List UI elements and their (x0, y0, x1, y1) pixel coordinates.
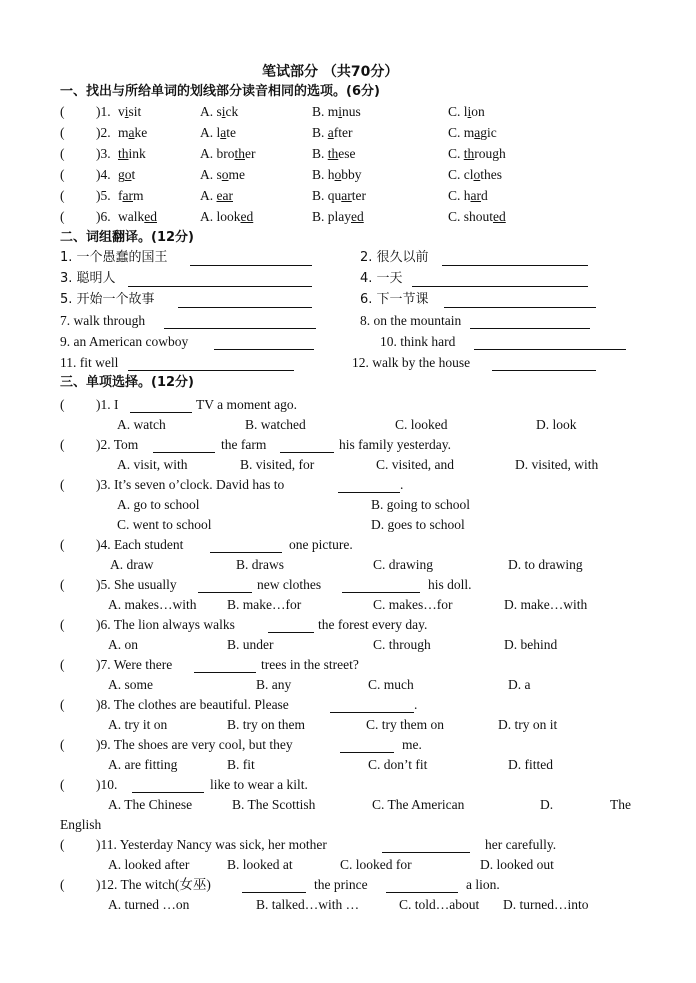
underlined-segment: a (327, 125, 334, 140)
q2-rest: his family yesterday. (339, 437, 451, 452)
q10-option-d-text[interactable]: The (610, 797, 631, 812)
answer-paren[interactable]: ( (60, 577, 65, 592)
q8-prefix: )8. The clothes are beautiful. Please (96, 697, 289, 712)
q12-option-b[interactable]: B. talked…with … (256, 897, 360, 912)
underlined-segment: ear (216, 188, 233, 203)
answer-paren[interactable]: ( (60, 167, 65, 182)
q1-options (0, 415, 696, 435)
word-part: C. h (448, 188, 471, 203)
q9-option-b[interactable]: B. fit (227, 757, 255, 772)
q1-option-c[interactable]: C. looked (395, 417, 448, 432)
q9-options (0, 755, 696, 775)
item-number: )2. (96, 125, 111, 140)
option-a[interactable] (200, 144, 256, 164)
q6-rest: the forest every day. (318, 617, 428, 632)
word-part: ter (351, 188, 367, 203)
option-b[interactable] (312, 207, 364, 227)
q8-blank[interactable] (330, 698, 414, 713)
q4-option-d[interactable]: D. to drawing (508, 557, 583, 572)
part2-item-row (0, 248, 696, 268)
q2-option-c[interactable]: C. visited, and (376, 457, 454, 472)
q7-prefix: )7. Were there (96, 657, 173, 672)
word-part: m (133, 188, 144, 203)
option-b[interactable] (312, 102, 361, 122)
q9-blank[interactable] (340, 738, 394, 753)
word-part: nus (342, 104, 361, 119)
answer-paren[interactable]: ( (60, 837, 65, 852)
answer-blank[interactable] (442, 251, 588, 266)
answer-paren[interactable]: ( (60, 146, 65, 161)
answer-blank[interactable] (128, 272, 312, 287)
q5-option-d[interactable]: D. make…with (504, 597, 588, 612)
phrase-right: 10. think hard (380, 334, 456, 349)
option-c[interactable] (448, 186, 488, 206)
word-part: A. bro (200, 146, 235, 161)
q8-options (0, 715, 696, 735)
option-a[interactable] (200, 186, 233, 206)
given-word (118, 102, 141, 122)
underlined-segment: ed (493, 209, 506, 224)
given-word (118, 186, 144, 206)
word-part: me (228, 167, 246, 182)
part1-item-row (0, 186, 696, 206)
given-word (118, 123, 147, 143)
q7-blank[interactable] (194, 658, 256, 673)
answer-paren[interactable]: ( (60, 125, 65, 140)
word-part: d (481, 188, 488, 203)
q8-stem (0, 695, 696, 715)
part3-heading: 三、单项选择。(12分) (60, 375, 194, 390)
option-c[interactable] (448, 144, 506, 164)
q6-blank[interactable] (268, 618, 314, 633)
answer-paren[interactable]: ( (60, 617, 65, 632)
q1-option-a[interactable]: A. watch (117, 417, 166, 432)
word-part: A. s (200, 167, 222, 182)
part1-heading: 一、找出与所给单词的划线部分读音相同的选项。(6分) (60, 84, 380, 99)
word-part: ck (225, 104, 239, 119)
given-word (118, 144, 146, 164)
word-part: thes (480, 167, 502, 182)
q9-option-c[interactable]: C. don’t fit (368, 757, 428, 772)
part2-item-row (0, 269, 696, 289)
q9-option-a[interactable]: A. are fitting (108, 757, 178, 772)
part3-heading-row (0, 373, 696, 393)
underlined-segment: o (334, 167, 342, 182)
q1-stem (0, 395, 696, 415)
answer-paren[interactable]: ( (60, 104, 65, 119)
q6-option-a[interactable]: A. on (108, 637, 138, 652)
q10-options (0, 795, 696, 815)
answer-paren[interactable]: ( (60, 657, 65, 672)
word-part: ink (128, 146, 146, 161)
word-part: bby (341, 167, 362, 182)
option-c[interactable] (448, 102, 485, 122)
option-b[interactable] (312, 186, 366, 206)
q2-prefix: )2. Tom (96, 437, 139, 452)
answer-blank[interactable] (412, 272, 588, 287)
word-part: C. cl (448, 167, 474, 182)
q3-option-c[interactable]: C. went to school (117, 517, 212, 532)
q10-prefix: )10. (96, 777, 118, 792)
answer-paren[interactable]: ( (60, 397, 65, 412)
answer-paren[interactable]: ( (60, 777, 65, 792)
word-part: er (245, 146, 256, 161)
q7-option-d[interactable]: D. a (508, 677, 531, 692)
word-part: fter (333, 125, 353, 140)
q2-options (0, 455, 696, 475)
q10-option-a[interactable]: A. The Chinese (108, 797, 193, 812)
q7-rest: trees in the street? (261, 657, 359, 672)
item-number: )6. (96, 209, 111, 224)
word-part: B. m (312, 104, 339, 119)
answer-paren[interactable]: ( (60, 477, 65, 492)
q10-stem (0, 775, 696, 795)
q4-stem (0, 535, 696, 555)
q4-prefix: )4. Each student (96, 537, 184, 552)
option-a[interactable] (200, 102, 238, 122)
answer-paren[interactable]: ( (60, 188, 65, 203)
word-part: A. look (200, 209, 241, 224)
underlined-segment: o (473, 167, 481, 182)
part2-item-row (0, 311, 696, 331)
phrase-left: 11. fit well (60, 355, 119, 370)
q2-stem (0, 435, 696, 455)
phrase-left: 1. 一个愚蠢的国王 (60, 250, 168, 265)
word-part: B. play (312, 209, 351, 224)
word-part: C. l (448, 104, 468, 119)
q10-option-d[interactable]: D. (540, 797, 554, 812)
underlined-segment: a (128, 125, 135, 140)
q7-option-b[interactable]: B. any (256, 677, 292, 692)
underlined-segment: th (327, 146, 339, 161)
part2-item-row (0, 353, 696, 373)
q5-rest: his doll. (428, 577, 472, 592)
page-title: 笔试部分 （共70分） (262, 64, 399, 80)
q7-stem (0, 655, 696, 675)
q3-blank[interactable] (338, 478, 400, 493)
q12-blank-1[interactable] (242, 878, 306, 893)
option-b[interactable] (312, 123, 353, 143)
word-part: t (131, 167, 136, 182)
underlined-segment: a (220, 125, 227, 140)
q5-prefix: )5. She usually (96, 577, 177, 592)
q5-option-b[interactable]: B. make…for (227, 597, 302, 612)
part1-heading-row (0, 82, 696, 102)
q1-prefix: )1. I (96, 397, 119, 412)
word-part: B. qu (312, 188, 342, 203)
q12-option-a[interactable]: A. turned …on (108, 897, 190, 912)
q6-option-c[interactable]: C. through (373, 637, 431, 652)
underlined-segment: ed (240, 209, 254, 224)
word-part: ese (338, 146, 356, 161)
q5-option-c[interactable]: C. makes…for (373, 597, 453, 612)
q5-options (0, 595, 696, 615)
q10-option-d-wrap[interactable]: English (60, 817, 102, 832)
word-part: A. (200, 188, 217, 203)
underlined-segment: ar (341, 188, 352, 203)
q11-rest: her carefully. (485, 837, 557, 852)
phrase-right: 6. 下一节课 (360, 292, 429, 307)
word-part: C. m (448, 125, 475, 140)
word-part: rough (474, 146, 506, 161)
q10-option-c[interactable]: C. The American (372, 797, 465, 812)
q10-blank[interactable] (132, 778, 204, 793)
option-c[interactable] (448, 165, 502, 185)
q2-blank-1[interactable] (153, 438, 215, 453)
q12-prefix: )12. The witch(女巫) (96, 877, 211, 892)
underlined-segment: ed (144, 209, 157, 224)
q2-option-d[interactable]: D. visited, with (515, 457, 599, 472)
part1-item-row (0, 102, 696, 122)
phrase-right: 12. walk by the house (352, 355, 471, 370)
q3-option-d[interactable]: D. goes to school (371, 517, 465, 532)
q11-stem (0, 835, 696, 855)
item-number: )5. (96, 188, 111, 203)
q7-options (0, 675, 696, 695)
q4-blank[interactable] (210, 538, 282, 553)
q1-option-d[interactable]: D. look (536, 417, 577, 432)
answer-paren[interactable]: ( (60, 437, 65, 452)
q5-mid: new clothes (257, 577, 322, 592)
word-part: te (226, 125, 236, 140)
part2-heading: 二、词组翻译。(12分) (60, 230, 194, 245)
word-part: g (118, 167, 125, 182)
q6-option-b[interactable]: B. under (227, 637, 274, 652)
part1-item-row (0, 165, 696, 185)
phrase-left: 9. an American cowboy (60, 334, 189, 349)
word-part: sit (128, 104, 142, 119)
q11-options (0, 855, 696, 875)
q4-option-b[interactable]: B. draws (236, 557, 284, 572)
underlined-segment: ar (470, 188, 482, 203)
q11-option-c[interactable]: C. looked for (340, 857, 412, 872)
q6-prefix: )6. The lion always walks (96, 617, 235, 632)
part2-item-row (0, 332, 696, 352)
word-part: gic (480, 125, 497, 140)
q6-option-d[interactable]: D. behind (504, 637, 558, 652)
q12-blank-2[interactable] (386, 878, 458, 893)
given-word (118, 165, 135, 185)
word-part: f (118, 188, 123, 203)
q4-options (0, 555, 696, 575)
q5-blank-2[interactable] (342, 578, 420, 593)
underlined-segment: i (124, 104, 129, 119)
q5-blank-1[interactable] (198, 578, 252, 593)
q8-option-c[interactable]: C. try them on (366, 717, 444, 732)
part2-heading-row (0, 228, 696, 248)
answer-blank[interactable] (178, 293, 312, 308)
part1-item-row (0, 207, 696, 227)
word-part: B. (312, 125, 328, 140)
answer-blank[interactable] (474, 335, 626, 350)
q12-rest: a lion. (466, 877, 500, 892)
q2-mid: the farm (221, 437, 267, 452)
q8-option-b[interactable]: B. try on them (227, 717, 305, 732)
q10-rest: like to wear a kilt. (210, 777, 308, 792)
option-a[interactable] (200, 123, 236, 143)
q10-option-b[interactable]: B. The Scottish (232, 797, 316, 812)
phrase-right: 4. 一天 (360, 271, 403, 286)
q12-option-d[interactable]: D. turned…into (503, 897, 589, 912)
answer-blank[interactable] (164, 314, 316, 329)
q8-option-a[interactable]: A. try it on (108, 717, 168, 732)
option-a[interactable] (200, 207, 253, 227)
word-part: A. l (200, 125, 221, 140)
q1-rest: TV a moment ago. (196, 397, 297, 412)
q10-wrap (0, 815, 696, 835)
answer-paren[interactable]: ( (60, 737, 65, 752)
q7-option-c[interactable]: C. much (368, 677, 414, 692)
option-a[interactable] (200, 165, 245, 185)
answer-blank[interactable] (492, 356, 596, 371)
q11-option-a[interactable]: A. looked after (108, 857, 190, 872)
word-part: on (471, 104, 485, 119)
given-word (118, 207, 157, 227)
q7-option-a[interactable]: A. some (108, 677, 153, 692)
phrase-right: 2. 很久以前 (360, 250, 429, 265)
exam-title (0, 62, 696, 82)
q8-end: . (414, 697, 418, 712)
q12-stem (0, 875, 696, 895)
underlined-segment: o (221, 167, 229, 182)
q12-options (0, 895, 696, 915)
underlined-segment: ed (351, 209, 364, 224)
underlined-segment: i (338, 104, 343, 119)
q4-option-c[interactable]: C. drawing (373, 557, 433, 572)
word-part: A. s (200, 104, 222, 119)
underlined-segment: th (463, 146, 475, 161)
q12-mid: the prince (314, 877, 368, 892)
item-number: )3. (96, 146, 111, 161)
q4-option-a[interactable]: A. draw (110, 557, 154, 572)
q9-stem (0, 735, 696, 755)
q11-blank[interactable] (382, 838, 470, 853)
q6-options (0, 635, 696, 655)
q11-option-b[interactable]: B. looked at (227, 857, 293, 872)
part2-item-row (0, 290, 696, 310)
q1-blank[interactable] (130, 398, 192, 413)
q2-blank-2[interactable] (280, 438, 334, 453)
q5-stem (0, 575, 696, 595)
q3-prefix: )3. It’s seven o’clock. David has to (96, 477, 285, 492)
underlined-segment: o (124, 167, 132, 182)
q12-option-c[interactable]: C. told…about (399, 897, 480, 912)
answer-paren[interactable]: ( (60, 537, 65, 552)
option-b[interactable] (312, 165, 362, 185)
q1-option-b[interactable]: B. watched (245, 417, 306, 432)
option-c[interactable] (448, 207, 506, 227)
underlined-segment: i (221, 104, 226, 119)
underlined-segment: th (118, 146, 129, 161)
q2-option-a[interactable]: A. visit, with (117, 457, 188, 472)
part1-item-row (0, 123, 696, 143)
q2-option-b[interactable]: B. visited, for (240, 457, 315, 472)
word-part: m (118, 125, 129, 140)
answer-paren[interactable]: ( (60, 697, 65, 712)
answer-blank[interactable] (470, 314, 590, 329)
word-part: ke (134, 125, 148, 140)
answer-blank[interactable] (190, 251, 312, 266)
answer-paren[interactable]: ( (60, 209, 65, 224)
phrase-left: 7. walk through (60, 313, 146, 328)
answer-blank[interactable] (128, 356, 294, 371)
q11-prefix: )11. Yesterday Nancy was sick, her mother (96, 837, 327, 852)
answer-paren[interactable]: ( (60, 877, 65, 892)
word-part: C. (448, 146, 464, 161)
item-number: )4. (96, 167, 111, 182)
q4-rest: one picture. (289, 537, 353, 552)
q3-option-a[interactable]: A. go to school (117, 497, 200, 512)
q9-option-d[interactable]: D. fitted (508, 757, 553, 772)
option-b[interactable] (312, 144, 356, 164)
phrase-left: 5. 开始一个故事 (60, 292, 155, 307)
q3-end: . (400, 477, 404, 492)
answer-blank[interactable] (444, 293, 596, 308)
underlined-segment: ar (122, 188, 133, 203)
word-part: walk (118, 209, 145, 224)
option-c[interactable] (448, 123, 497, 143)
phrase-left: 3. 聪明人 (60, 271, 116, 286)
q11-option-d[interactable]: D. looked out (480, 857, 554, 872)
q5-option-a[interactable]: A. makes…with (108, 597, 197, 612)
q8-option-d[interactable]: D. try on it (498, 717, 558, 732)
q9-prefix: )9. The shoes are very cool, but they (96, 737, 293, 752)
underlined-segment: th (234, 146, 246, 161)
word-part: C. shout (448, 209, 494, 224)
word-part: v (118, 104, 125, 119)
q3-stem (0, 475, 696, 495)
word-part: B. h (312, 167, 335, 182)
q9-rest: me. (402, 737, 422, 752)
q3-options-1 (0, 495, 696, 515)
word-part: B. (312, 146, 328, 161)
underlined-segment: a (474, 125, 481, 140)
q3-option-b[interactable]: B. going to school (371, 497, 471, 512)
underlined-segment: i (467, 104, 472, 119)
part1-item-row (0, 144, 696, 164)
answer-blank[interactable] (214, 335, 314, 350)
q6-stem (0, 615, 696, 635)
phrase-right: 8. on the mountain (360, 313, 462, 328)
item-number: )1. (96, 104, 111, 119)
q3-options-2 (0, 515, 696, 535)
